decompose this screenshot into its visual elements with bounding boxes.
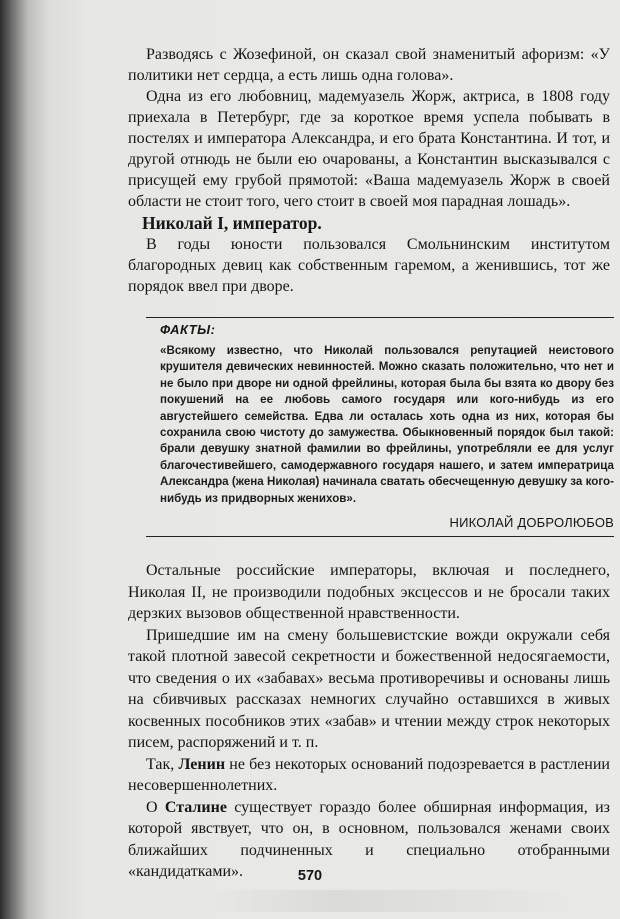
facts-top-rule <box>146 317 614 318</box>
lenin-name: Ленин <box>178 755 226 773</box>
bottom-text-column <box>128 560 610 883</box>
facts-quote: «Всякому известно, что Николай пользовался репутацией неистового крушителя девических невинностей. Можно сказать положительно, что нет и не было при дворе ни одной фрейлины, которая была бы взята ко двору без покушений на ее любовь самого государя или кого-нибудь из его августейшего семейства. Едва ли осталась хоть одна из них, которая бы сохранила свою чистоту до замужества. Обыкновенный порядок был такой: брали девушку знатной фамилии во фрейлины, употребляли ее для услуг благочестивейшего, самодержавного государя нашего, и затем императрица Александра (жена Николая) начинала сватать обесчещенную девушку за кого-нибудь из придворных женихов». <box>160 344 614 505</box>
paragraph-lenin <box>128 754 610 797</box>
top-text-column <box>128 44 610 297</box>
stalin-rest: существует гораздо более обширная информация, из которой явствует, что он, в основном, пользовался женами своих ближайших подчиненных и специально отобранными «кандидатками». <box>128 798 610 880</box>
paragraph-josephine: Разводясь с Жозефиной, он сказал свой знаменитый афоризм: «У политики нет сердца, а есть лишь одна голова». <box>128 46 610 84</box>
page-number: 570 <box>297 868 323 884</box>
facts-label: ФАКТЫ: <box>160 322 216 337</box>
facts-author: НИКОЛАЙ ДОБРОЛЮБОВ <box>146 515 614 537</box>
facts-box <box>146 317 614 537</box>
stalin-prefix: О <box>146 798 165 816</box>
lenin-prefix: Так, <box>146 755 179 773</box>
paragraph-other-emperors: Остальные российские императоры, включая и последнего, Николая II, не производили подобных эксцессов и не бросали таких дерзких вызовов общественной нравственности. <box>128 562 610 622</box>
stalin-name: Сталине <box>164 798 227 816</box>
paragraph-mademoiselle-george: Одна из его любовниц, мадемуазель Жорж, актриса, в 1808 году приехала в Петербург, где за короткое время успела побывать в постелях и императора Александра, и его брата Константина. И тот, и другой отнюдь не были ею очарованы, а Константин высказывался с присущей ему грубой прямотой: «Ваша мадемуазель Жорж в своей области не стоит того, чего стоит в своей моя парадная лошадь». <box>128 88 610 210</box>
section-heading-nicholas: Николай I, император. <box>142 213 322 233</box>
paragraph-nicholas: В годы юности пользовался Смольнинским институтом благородных девиц как собственным гаремом, а женившись, тот же порядок ввел при дворе. <box>128 236 610 295</box>
paragraph-bolsheviks: Пришедшие им на смену большевистские вожди окружали себя такой плотной завесой секретности и божественной недосягаемости, что сведения о их «забавах» весьма противоречивы и основаны лишь на сбивчивых рассказах немногих случайно оставшихся в живых косвенных пособников этих «забав» и чтении между строк некоторых писем, распоряжений и т. п. <box>128 626 610 751</box>
lenin-rest: не без некоторых оснований подозревается в растлении несовершеннолетних. <box>128 755 610 794</box>
scan-smudge <box>210 890 590 912</box>
